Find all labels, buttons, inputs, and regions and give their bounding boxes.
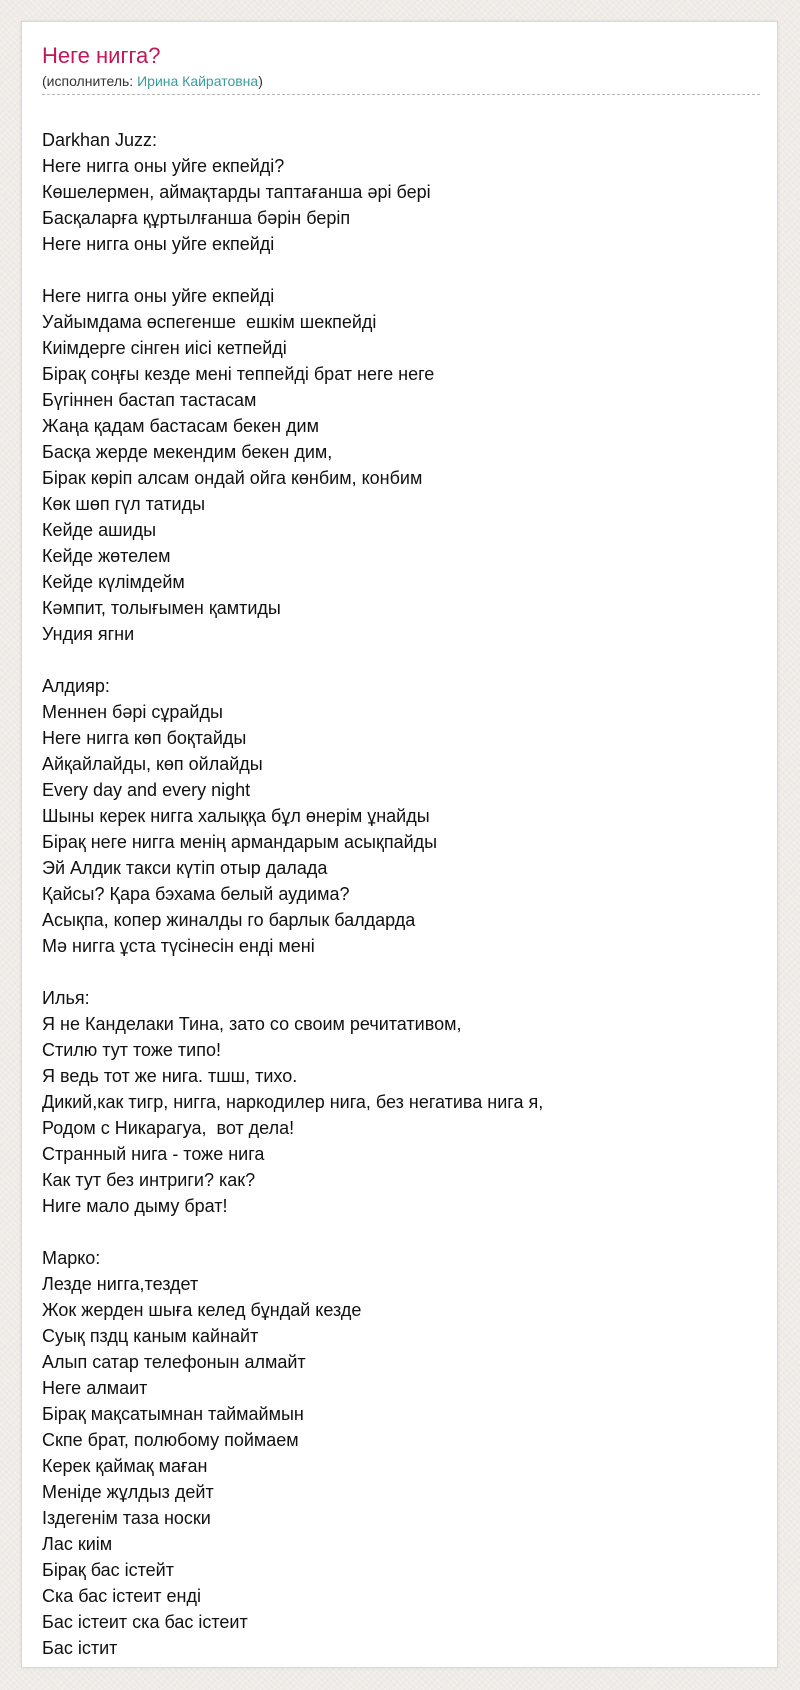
lyrics-line: Бас істит — [42, 1638, 118, 1658]
lyrics-blank-line — [42, 959, 760, 985]
lyrics-line: Бас істеит ска бас істеит — [42, 1612, 248, 1632]
lyrics-line: Көшелермен, аймақтарды таптағанша әрі бері — [42, 182, 431, 202]
song-title: Неге нигга? — [42, 43, 161, 68]
lyrics-line: Неге нигга оны уйге екпейді? — [42, 156, 285, 176]
lyrics-line: Странный нига - тоже нига — [42, 1144, 265, 1164]
artist-prefix: (исполнитель: — [42, 73, 138, 89]
lyrics-line: Эй Алдик такси күтіп отыр далада — [42, 858, 328, 878]
lyrics-line: Я не Канделаки Тина, зато со своим речитативом, — [42, 1014, 462, 1034]
lyrics-line: Басқаларға құртылғанша бәрін беріп — [42, 208, 351, 228]
lyrics-text — [42, 127, 760, 1661]
lyrics-blank-line — [42, 647, 760, 673]
lyrics-line: Жок жерден шыға келед бұндай кезде — [42, 1300, 362, 1320]
lyrics-line: Лезде нигга,тездет — [42, 1274, 199, 1294]
lyrics-line: Лас киім — [42, 1534, 113, 1554]
lyrics-line: Ниге мало дыму брат! — [42, 1196, 228, 1216]
lyrics-line: Дикий,как тигр, нигга, наркодилер нига, без негатива нига я, — [42, 1092, 544, 1112]
lyrics-line: Көк шөп гүл татиды — [42, 494, 206, 514]
lyrics-line: Басқа жерде мекендим бекен дим, — [42, 442, 333, 462]
lyrics-line: Неге алмаит — [42, 1378, 148, 1398]
lyrics-line: Бірақ неге нигга менің армандарым асықпайды — [42, 832, 438, 852]
lyrics-line: Қайсы? Қара бэхама белый аудима? — [42, 884, 350, 904]
lyrics-line: Родом с Никарагуа, вот дела! — [42, 1118, 295, 1138]
artist-link[interactable]: Ирина Кайратовна — [137, 73, 259, 89]
lyrics-line: Как тут без интриги? как? — [42, 1170, 256, 1190]
lyrics-line: Уайымдама өспегенше ешкім шекпейді — [42, 312, 377, 332]
lyrics-line: Алдияр: — [42, 676, 110, 696]
lyrics-line: Неге нигга оны уйге екпейді — [42, 286, 275, 306]
lyrics-line: Я ведь тот же нига. тшш, тихо. — [42, 1066, 298, 1086]
lyrics-line: Бірақ соңғы кезде мені теппейді брат неге неге — [42, 364, 435, 384]
artist-line — [42, 72, 760, 95]
lyrics-line: Every day and every night — [42, 780, 251, 800]
lyrics-line: Darkhan Juzz: — [42, 130, 158, 150]
lyrics-line: Стилю тут тоже типо! — [42, 1040, 221, 1060]
lyrics-line: Илья: — [42, 988, 90, 1008]
lyrics-line: Шыны керек нигга халыққа бұл өнерім ұнайды — [42, 806, 430, 826]
lyrics-line: Бірақ бас істейт — [42, 1560, 174, 1580]
lyrics-line: Бүгіннен бастап тастасам — [42, 390, 257, 410]
lyrics-line: Скпе брат, полюбому поймаем — [42, 1430, 299, 1450]
lyrics-blank-line — [42, 1219, 760, 1245]
lyrics-line: Кейде ашиды — [42, 520, 157, 540]
lyrics-line: Іздегенім таза носки — [42, 1508, 211, 1528]
lyrics-line: Кейде жөтелем — [42, 546, 171, 566]
lyrics-line: Ундия ягни — [42, 624, 135, 644]
lyrics-line: Мә нигга ұста түсінесін енді мені — [42, 936, 315, 956]
lyrics-line: Неге нигга көп боқтайды — [42, 728, 247, 748]
lyrics-line: Суық пздц каным кайнайт — [42, 1326, 259, 1346]
lyrics-line: Жаңа қадам бастасам бекен дим — [42, 416, 319, 436]
lyrics-line: Ска бас істеит енді — [42, 1586, 201, 1606]
lyrics-line: Бірак көріп алсам ондай ойга көнбим, конбим — [42, 468, 423, 488]
lyrics-line: Керек қаймақ маған — [42, 1456, 208, 1476]
lyrics-line: Неге нигга оны уйге екпейді — [42, 234, 275, 254]
artist-suffix: ) — [258, 73, 263, 89]
lyrics-line: Асықпа, копер жиналды го барлык балдарда — [42, 910, 416, 930]
lyrics-line: Киімдерге сінген иісі кетпейді — [42, 338, 287, 358]
lyrics-line: Бірақ мақсатымнан таймаймын — [42, 1404, 304, 1424]
lyrics-blank-line — [42, 257, 760, 283]
lyrics-line: Меннен бәрі сұрайды — [42, 702, 223, 722]
lyrics-line: Меніде жұлдыз дейт — [42, 1482, 214, 1502]
lyrics-line: Алып сатар телефонын алмайт — [42, 1352, 306, 1372]
lyrics-line: Айқайлайды, көп ойлайды — [42, 754, 263, 774]
lyrics-line: Кәмпит, толығымен қамтиды — [42, 598, 281, 618]
lyrics-line: Марко: — [42, 1248, 101, 1268]
lyrics-card — [21, 21, 778, 1668]
lyrics-line: Кейде күлімдейм — [42, 572, 185, 592]
